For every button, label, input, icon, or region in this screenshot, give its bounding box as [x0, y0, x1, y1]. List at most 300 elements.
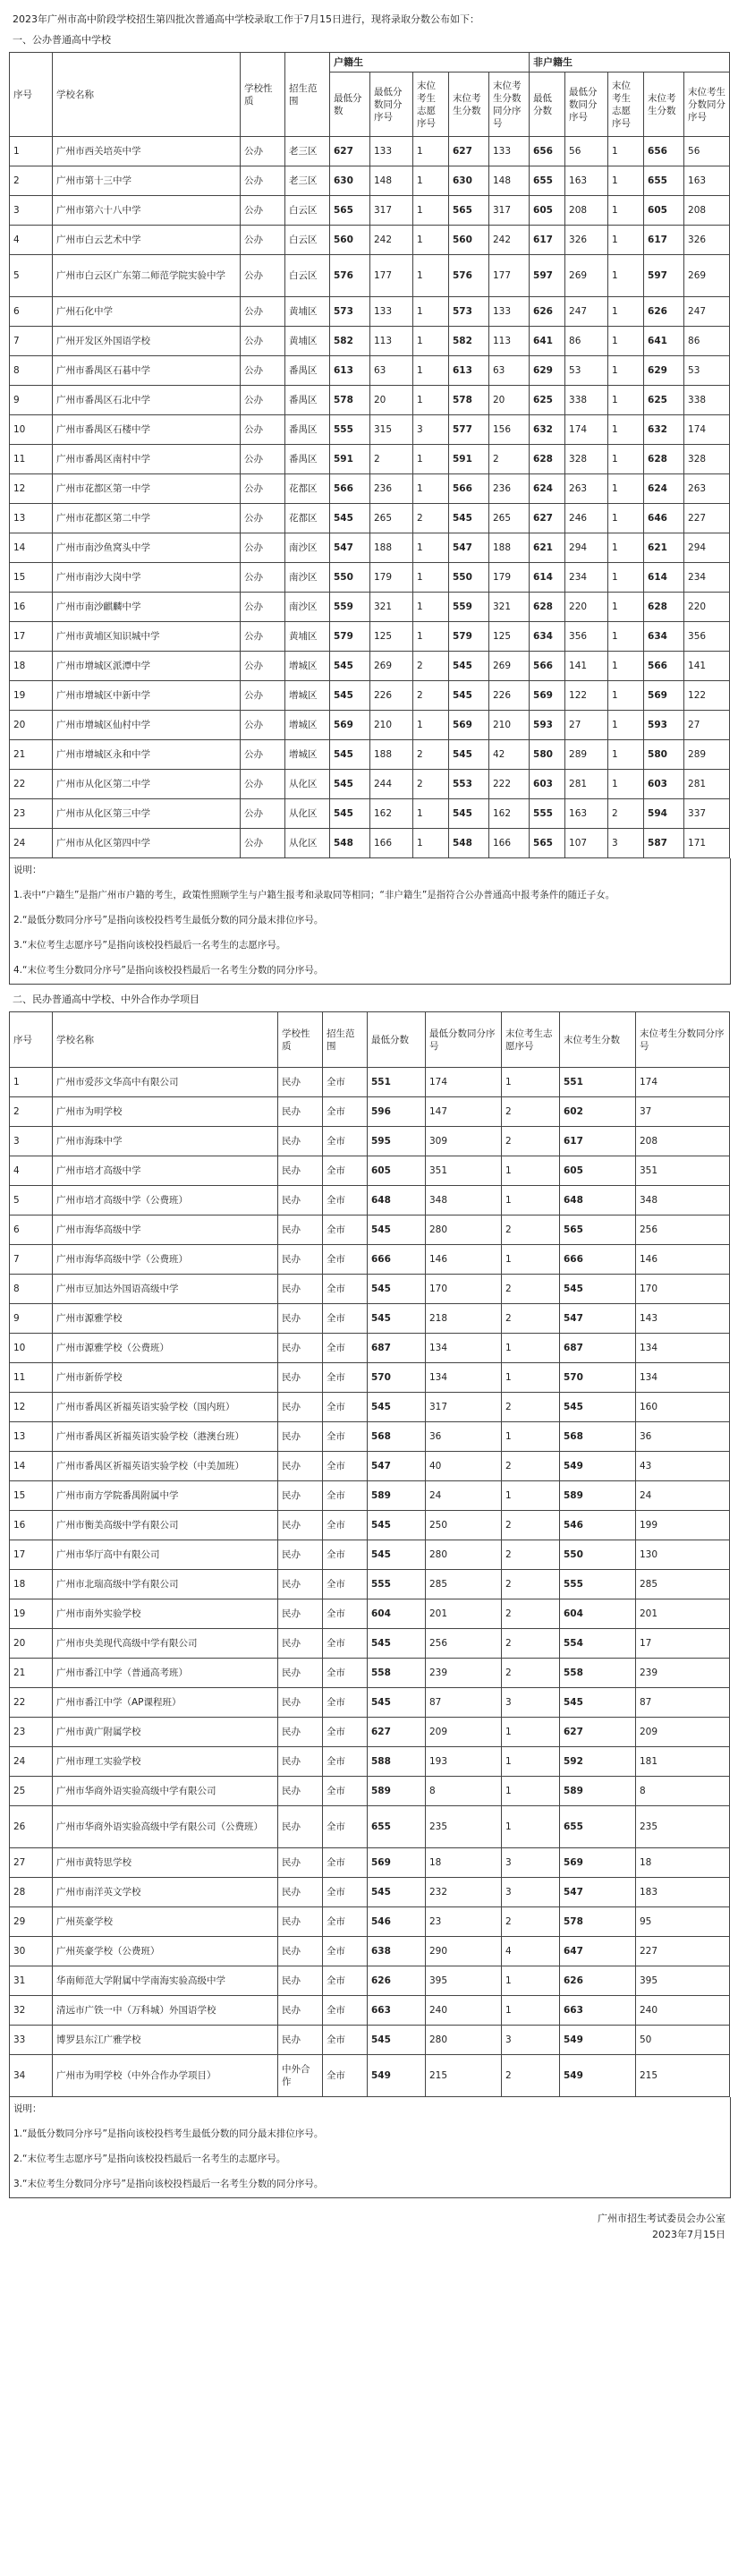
table-cell: 592 — [560, 1747, 636, 1777]
table-cell: 1 — [608, 386, 644, 415]
table-cell: 125 — [370, 622, 413, 652]
table-cell: 638 — [368, 1937, 426, 1966]
table-cell: 285 — [426, 1570, 502, 1599]
table-cell: 民办 — [278, 1806, 323, 1848]
table-cell: 555 — [368, 1570, 426, 1599]
table-cell: 广州市爱莎文华高中有限公司 — [53, 1068, 278, 1097]
table-cell: 白云区 — [285, 196, 330, 226]
table-cell: 193 — [426, 1747, 502, 1777]
table-cell: 民办 — [278, 1068, 323, 1097]
table-cell: 公办 — [241, 445, 285, 474]
table-cell: 全市 — [323, 1452, 368, 1481]
table-cell: 50 — [636, 2026, 730, 2055]
table-row — [10, 1996, 730, 2026]
header-min-rank: 最低分数同分序号 — [370, 73, 413, 137]
table-cell: 12 — [10, 1393, 53, 1422]
table-cell: 174 — [565, 415, 608, 445]
table-cell: 546 — [368, 1907, 426, 1937]
table-cell: 209 — [636, 1718, 730, 1747]
table-cell: 134 — [636, 1363, 730, 1393]
table-cell: 240 — [636, 1996, 730, 2026]
table-cell: 263 — [565, 474, 608, 504]
table-cell: 87 — [636, 1688, 730, 1718]
table-row — [10, 711, 730, 740]
table-cell: 全市 — [323, 1659, 368, 1688]
table-cell: 666 — [368, 1245, 426, 1275]
table-cell: 550 — [560, 1540, 636, 1570]
table-cell: 188 — [489, 533, 530, 563]
table-row — [10, 622, 730, 652]
table-cell: 547 — [560, 1304, 636, 1334]
table-cell: 1 — [608, 137, 644, 166]
table-cell: 27 — [10, 1848, 53, 1878]
table-cell: 549 — [368, 2055, 426, 2097]
table-cell: 624 — [530, 474, 565, 504]
header2-min-rank: 最低分数同分序号 — [426, 1012, 502, 1068]
table-cell: 269 — [489, 652, 530, 681]
table-cell: 655 — [560, 1806, 636, 1848]
table-row — [10, 1422, 730, 1452]
table-cell: 广州市理工实验学校 — [53, 1747, 278, 1777]
table-cell: 549 — [560, 1452, 636, 1481]
table-cell: 1 — [413, 166, 449, 196]
table-cell: 687 — [368, 1334, 426, 1363]
table-cell: 全市 — [323, 1996, 368, 2026]
table-cell: 568 — [560, 1422, 636, 1452]
table-cell: 全市 — [323, 1966, 368, 1996]
table-cell: 560 — [449, 226, 489, 255]
table-cell: 民办 — [278, 1907, 323, 1937]
table-cell: 25 — [10, 1777, 53, 1806]
header-min-score: 最低分数 — [330, 73, 370, 137]
table-cell: 587 — [644, 829, 684, 858]
table-cell: 555 — [330, 415, 370, 445]
table-cell: 14 — [10, 1452, 53, 1481]
header-last-score: 末位考生分数 — [449, 73, 489, 137]
table-cell: 1 — [608, 327, 644, 356]
table-cell: 增城区 — [285, 681, 330, 711]
table-cell: 民办 — [278, 1127, 323, 1156]
table-cell: 220 — [684, 593, 730, 622]
table-cell: 番禺区 — [285, 415, 330, 445]
table-cell: 1 — [608, 474, 644, 504]
table-cell: 56 — [565, 137, 608, 166]
table-cell: 34 — [10, 2055, 53, 2097]
table-cell: 328 — [565, 445, 608, 474]
table-cell: 210 — [370, 711, 413, 740]
table-cell: 广州市白云区广东第二师范学院实验中学 — [53, 255, 241, 297]
table-cell: 569 — [530, 681, 565, 711]
table-cell: 285 — [636, 1570, 730, 1599]
table-cell: 27 — [565, 711, 608, 740]
table-cell: 573 — [330, 297, 370, 327]
table-cell: 63 — [489, 356, 530, 386]
table-cell: 227 — [636, 1937, 730, 1966]
table-cell: 广州市番禺区祈福英语实验学校（中美加班） — [53, 1452, 278, 1481]
note-item: 1.“最低分数同分序号”是指向该校投档考生最低分数的同分最末排位序号。 — [13, 2128, 324, 2139]
table-cell: 250 — [426, 1511, 502, 1540]
table-cell: 317 — [489, 196, 530, 226]
table-cell: 294 — [565, 533, 608, 563]
table-cell: 566 — [644, 652, 684, 681]
table-cell: 广州市番江中学（AP课程班） — [53, 1688, 278, 1718]
table-cell: 1 — [608, 415, 644, 445]
table-cell: 1 — [608, 622, 644, 652]
table-cell: 624 — [644, 474, 684, 504]
table-cell: 2 — [413, 504, 449, 533]
table-cell: 87 — [426, 1688, 502, 1718]
table-cell: 公办 — [241, 533, 285, 563]
table-row — [10, 1966, 730, 1996]
table-cell: 281 — [684, 770, 730, 799]
table-cell: 29 — [10, 1907, 53, 1937]
table-cell: 广州市黄广附属学校 — [53, 1718, 278, 1747]
table-cell: 17 — [10, 622, 53, 652]
table-cell: 民办 — [278, 1304, 323, 1334]
table-cell: 218 — [426, 1304, 502, 1334]
table-cell: 广州市南洋英文学校 — [53, 1878, 278, 1907]
table-cell: 545 — [560, 1275, 636, 1304]
table-cell: 614 — [644, 563, 684, 593]
table-cell: 全市 — [323, 1275, 368, 1304]
table-cell: 19 — [10, 1599, 53, 1629]
table-cell: 广州市南沙麒麟中学 — [53, 593, 241, 622]
table-cell: 1 — [608, 166, 644, 196]
header-name: 学校名称 — [53, 53, 241, 137]
table-cell: 208 — [636, 1127, 730, 1156]
table-cell: 民办 — [278, 1334, 323, 1363]
table-cell: 20 — [489, 386, 530, 415]
table-cell: 广州英豪学校（公费班） — [53, 1937, 278, 1966]
table-cell: 235 — [426, 1806, 502, 1848]
table-cell: 234 — [565, 563, 608, 593]
table-cell: 31 — [10, 1966, 53, 1996]
table-cell: 113 — [489, 327, 530, 356]
table-cell: 630 — [449, 166, 489, 196]
table-row — [10, 255, 730, 297]
table-cell: 208 — [565, 196, 608, 226]
table-cell: 广州市增城区中新中学 — [53, 681, 241, 711]
table-cell: 663 — [368, 1996, 426, 2026]
table-row — [10, 1068, 730, 1097]
table-cell: 1 — [10, 1068, 53, 1097]
table-cell: 1 — [502, 1966, 560, 1996]
table-cell: 全市 — [323, 1599, 368, 1629]
table-cell: 14 — [10, 533, 53, 563]
table-cell: 594 — [644, 799, 684, 829]
table-cell: 548 — [449, 829, 489, 858]
table-cell: 2 — [502, 1127, 560, 1156]
table-cell: 236 — [489, 474, 530, 504]
table-cell: 545 — [330, 681, 370, 711]
table-row — [10, 1718, 730, 1747]
table-cell: 广州市从化区第四中学 — [53, 829, 241, 858]
table-cell: 全市 — [323, 1245, 368, 1275]
table-cell: 188 — [370, 533, 413, 563]
table-cell: 356 — [684, 622, 730, 652]
table-row — [10, 1937, 730, 1966]
table-cell: 634 — [530, 622, 565, 652]
table-cell: 全市 — [323, 1848, 368, 1878]
table-cell: 17 — [10, 1540, 53, 1570]
table-cell: 162 — [489, 799, 530, 829]
table-row — [10, 504, 730, 533]
table-cell: 3 — [608, 829, 644, 858]
table-cell: 605 — [530, 196, 565, 226]
table-cell: 628 — [644, 593, 684, 622]
table-cell: 568 — [368, 1422, 426, 1452]
table-cell: 133 — [489, 137, 530, 166]
table-cell: 348 — [426, 1186, 502, 1215]
table-cell: 244 — [370, 770, 413, 799]
header-group-feihuji: 非户籍生 — [530, 53, 730, 73]
table-cell: 547 — [330, 533, 370, 563]
notes-label: 说明： — [13, 2103, 42, 2114]
table-cell: 民办 — [278, 1393, 323, 1422]
table-cell: 广州市番禺区南村中学 — [53, 445, 241, 474]
table-cell: 247 — [684, 297, 730, 327]
table-cell: 全市 — [323, 1334, 368, 1363]
table-cell: 627 — [560, 1718, 636, 1747]
table-cell: 663 — [560, 1996, 636, 2026]
table-cell: 全市 — [323, 1393, 368, 1422]
table-cell: 2 — [502, 1511, 560, 1540]
table-cell: 22 — [10, 770, 53, 799]
table-cell: 43 — [636, 1452, 730, 1481]
table-cell: 566 — [330, 474, 370, 504]
table-cell: 公办 — [241, 137, 285, 166]
table-row — [10, 1907, 730, 1937]
table-cell: 广州市增城区仙村中学 — [53, 711, 241, 740]
table-row — [10, 563, 730, 593]
section1-notes — [9, 858, 731, 985]
table-cell: 10 — [10, 415, 53, 445]
table-cell: 163 — [565, 799, 608, 829]
table-cell: 广州市央美现代高级中学有限公司 — [53, 1629, 278, 1659]
section2-table — [9, 1011, 730, 2097]
table-cell: 576 — [449, 255, 489, 297]
table-cell: 10 — [10, 1334, 53, 1363]
table-cell: 广州市花都区第一中学 — [53, 474, 241, 504]
table-cell: 240 — [426, 1996, 502, 2026]
table-cell: 628 — [644, 445, 684, 474]
table-row — [10, 226, 730, 255]
table-cell: 公办 — [241, 474, 285, 504]
table-cell: 160 — [636, 1393, 730, 1422]
table-cell: 全市 — [323, 1777, 368, 1806]
table-row — [10, 1570, 730, 1599]
note-item: 3.“末位考生志愿序号”是指向该校投档最后一名考生的志愿序号。 — [13, 940, 286, 951]
table-cell: 569 — [560, 1848, 636, 1878]
table-row — [10, 1878, 730, 1907]
table-cell: 华南师范大学附属中学南海实验高级中学 — [53, 1966, 278, 1996]
table-cell: 565 — [530, 829, 565, 858]
table-cell: 23 — [10, 1718, 53, 1747]
table-cell: 1 — [608, 445, 644, 474]
table-cell: 232 — [426, 1878, 502, 1907]
table-row — [10, 2055, 730, 2097]
table-cell: 617 — [644, 226, 684, 255]
table-cell: 民办 — [278, 1747, 323, 1777]
table-cell: 20 — [10, 1629, 53, 1659]
table-cell: 239 — [636, 1659, 730, 1688]
table-cell: 580 — [644, 740, 684, 770]
table-cell: 1 — [608, 504, 644, 533]
table-row — [10, 474, 730, 504]
table-cell: 广州市华商外语实验高级中学有限公司 — [53, 1777, 278, 1806]
table-cell: 1 — [10, 137, 53, 166]
table-cell: 547 — [560, 1878, 636, 1907]
table-cell: 201 — [636, 1599, 730, 1629]
table-cell: 清远市广铁一中（万科城）外国语学校 — [53, 1996, 278, 2026]
table-cell: 239 — [426, 1659, 502, 1688]
table-cell: 1 — [608, 226, 644, 255]
table-cell: 广州市增城区永和中学 — [53, 740, 241, 770]
table-cell: 1 — [502, 1777, 560, 1806]
table-row — [10, 445, 730, 474]
table-cell: 2 — [502, 1097, 560, 1127]
table-cell: 317 — [426, 1393, 502, 1422]
table-cell: 338 — [684, 386, 730, 415]
header-last-zy: 末位考生志愿序号 — [413, 73, 449, 137]
table-cell: 公办 — [241, 622, 285, 652]
table-cell: 545 — [368, 1393, 426, 1422]
table-cell: 民办 — [278, 1996, 323, 2026]
table-cell: 337 — [684, 799, 730, 829]
table-cell: 1 — [608, 196, 644, 226]
table-cell: 545 — [560, 1688, 636, 1718]
header2-name: 学校名称 — [53, 1012, 278, 1068]
table-cell: 317 — [370, 196, 413, 226]
table-cell: 1 — [413, 829, 449, 858]
header2-last-zy: 末位考生志愿序号 — [502, 1012, 560, 1068]
table-cell: 163 — [565, 166, 608, 196]
table-cell: 民办 — [278, 1540, 323, 1570]
table-cell: 566 — [449, 474, 489, 504]
table-cell: 280 — [426, 2026, 502, 2055]
table-cell: 广州市番江中学（普通高考班） — [53, 1659, 278, 1688]
table-cell: 广州市海华高级中学（公费班） — [53, 1245, 278, 1275]
table-cell: 551 — [368, 1068, 426, 1097]
table-cell: 广州市海珠中学 — [53, 1127, 278, 1156]
table-cell: 53 — [565, 356, 608, 386]
table-cell: 655 — [530, 166, 565, 196]
table-cell: 621 — [530, 533, 565, 563]
table-cell: 546 — [560, 1511, 636, 1540]
table-cell: 1 — [502, 1363, 560, 1393]
table-cell: 民办 — [278, 1688, 323, 1718]
table-cell: 554 — [560, 1629, 636, 1659]
table-cell: 545 — [368, 1688, 426, 1718]
table-cell: 593 — [530, 711, 565, 740]
table-cell: 134 — [426, 1334, 502, 1363]
table-cell: 7 — [10, 1245, 53, 1275]
note-item: 2.“最低分数同分序号”是指向该校投档考生最低分数的同分最末排位序号。 — [13, 915, 324, 925]
table-row — [10, 1127, 730, 1156]
table-cell: 602 — [560, 1097, 636, 1127]
table-cell: 19 — [10, 681, 53, 711]
table-cell: 143 — [636, 1304, 730, 1334]
table-cell: 全市 — [323, 1629, 368, 1659]
table-cell: 广州市番禺区祈福英语实验学校（港澳台班） — [53, 1422, 278, 1452]
table-cell: 公办 — [241, 255, 285, 297]
table-row — [10, 1304, 730, 1334]
table-cell: 民办 — [278, 1659, 323, 1688]
table-cell: 579 — [330, 622, 370, 652]
table-cell: 23 — [10, 799, 53, 829]
table-cell: 545 — [368, 2026, 426, 2055]
header2-nature: 学校性质 — [278, 1012, 323, 1068]
table-cell: 4 — [502, 1937, 560, 1966]
table-cell: 8 — [426, 1777, 502, 1806]
table-cell: 553 — [449, 770, 489, 799]
table-cell: 21 — [10, 1659, 53, 1688]
table-cell: 595 — [368, 1127, 426, 1156]
table-cell: 15 — [10, 1481, 53, 1511]
table-cell: 全市 — [323, 2026, 368, 2055]
notes-label: 说明： — [13, 865, 42, 875]
table-cell: 589 — [368, 1481, 426, 1511]
table-cell: 122 — [565, 681, 608, 711]
table-cell: 573 — [449, 297, 489, 327]
table-cell: 公办 — [241, 386, 285, 415]
table-cell: 589 — [560, 1777, 636, 1806]
table-cell: 2 — [370, 445, 413, 474]
table-cell: 235 — [636, 1806, 730, 1848]
table-cell: 广州市华厅高中有限公司 — [53, 1540, 278, 1570]
table-cell: 247 — [565, 297, 608, 327]
table-cell: 1 — [608, 740, 644, 770]
table-cell: 老三区 — [285, 166, 330, 196]
signature-org: 广州市招生考试委员会办公室 — [598, 2213, 725, 2224]
table-cell: 2 — [413, 770, 449, 799]
table-cell: 2 — [413, 652, 449, 681]
table-cell: 全市 — [323, 1688, 368, 1718]
table-cell: 全市 — [323, 1540, 368, 1570]
table-cell: 183 — [636, 1878, 730, 1907]
table-row — [10, 356, 730, 386]
table-cell: 2 — [502, 1393, 560, 1422]
table-row — [10, 2026, 730, 2055]
table-cell: 20 — [10, 711, 53, 740]
table-cell: 12 — [10, 474, 53, 504]
table-cell: 全市 — [323, 1304, 368, 1334]
table-cell: 666 — [560, 1245, 636, 1275]
table-row — [10, 297, 730, 327]
table-cell: 花都区 — [285, 504, 330, 533]
table-cell: 42 — [489, 740, 530, 770]
table-cell: 630 — [330, 166, 370, 196]
table-cell: 17 — [636, 1629, 730, 1659]
table-cell: 166 — [489, 829, 530, 858]
table-cell: 545 — [449, 799, 489, 829]
table-cell: 增城区 — [285, 711, 330, 740]
table-cell: 广州英豪学校 — [53, 1907, 278, 1937]
table-cell: 3 — [502, 1688, 560, 1718]
table-cell: 1 — [608, 770, 644, 799]
table-cell: 604 — [560, 1599, 636, 1629]
table-cell: 南沙区 — [285, 593, 330, 622]
table-row — [10, 1481, 730, 1511]
table-cell: 3 — [502, 2026, 560, 2055]
table-cell: 40 — [426, 1452, 502, 1481]
table-cell: 321 — [489, 593, 530, 622]
table-cell: 626 — [368, 1966, 426, 1996]
table-cell: 545 — [330, 504, 370, 533]
table-cell: 广州市华商外语实验高级中学有限公司（公费班） — [53, 1806, 278, 1848]
table-cell: 黄埔区 — [285, 327, 330, 356]
table-cell: 广州市源雅学校（公费班） — [53, 1334, 278, 1363]
